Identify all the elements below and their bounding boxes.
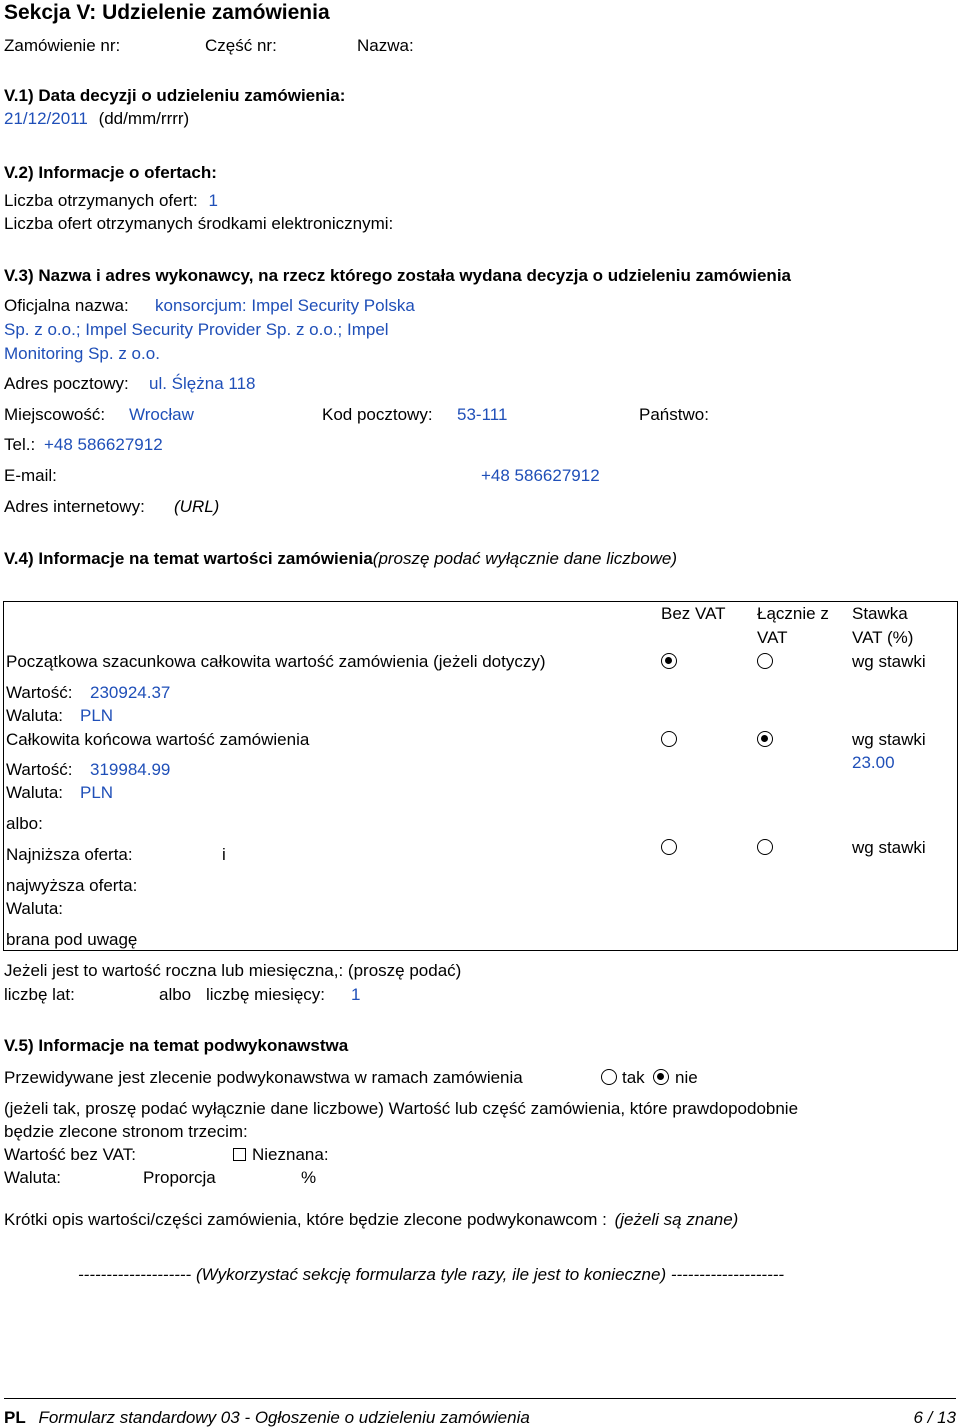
- footer-page-number: 6 / 13: [913, 1408, 956, 1427]
- footer-form-name: Formularz standardowy 03 - Ogłoszenie o udzieleniu zamówienia: [38, 1408, 530, 1427]
- official-name-label: Oficjalna nazwa:: [4, 296, 129, 315]
- official-name-line3: Monitoring Sp. z o.o.: [4, 344, 160, 363]
- subcontracting-question: Przewidywane jest zlecenie podwykonawstwa w ramach zamówienia: [4, 1068, 523, 1087]
- name-label: Nazwa:: [357, 36, 414, 55]
- or-label: albo:: [6, 814, 43, 833]
- postal-code-value: 53-111: [457, 405, 508, 424]
- range-rate: wg stawki: [852, 838, 926, 857]
- initial-amount-value: 230924.37: [90, 683, 171, 702]
- subcontract-currency-label: Waluta:: [4, 1168, 62, 1187]
- v4-title: V.4) Informacje na temat wartości zamówienia: [4, 549, 373, 568]
- postal-address-value: ul. Ślężna 118: [149, 374, 256, 393]
- or-short-label: albo: [159, 985, 192, 1004]
- offers-electronic-label: Liczba ofert otrzymanych środkami elektronicznymi:: [4, 214, 394, 233]
- official-name-line2: Sp. z o.o.; Impel Security Provider Sp. z o.o.; Impel: [4, 320, 389, 339]
- country-label: Państwo:: [639, 405, 709, 424]
- net-value-label: Wartość bez VAT:: [4, 1145, 136, 1164]
- months-value: 1: [351, 985, 361, 1004]
- unknown-checkbox[interactable]: [233, 1148, 246, 1161]
- initial-value-label: Początkowa szacunkowa całkowita wartość zamówienia (jeżeli dotyczy): [6, 652, 546, 671]
- postal-address-label: Adres pocztowy:: [4, 374, 129, 393]
- subcontract-description-label: Krótki opis wartości/części zamówienia, które będzie zlecone podwykonawcom :: [4, 1210, 607, 1229]
- range-gross-radio[interactable]: [757, 839, 773, 855]
- initial-rate: wg stawki: [852, 652, 926, 671]
- final-amount-value: 319984.99: [90, 760, 171, 779]
- subcontracting-yes-radio[interactable]: [601, 1069, 617, 1085]
- initial-currency-value: PLN: [80, 706, 114, 725]
- initial-amount-label: Wartość:: [6, 683, 73, 702]
- v1-title: V.1) Data decyzji o udzieleniu zamówienia:: [4, 86, 346, 105]
- final-currency-label: Waluta:: [6, 783, 64, 802]
- fax-value: +48 586627912: [481, 466, 600, 485]
- unknown-label: Nieznana:: [252, 1145, 329, 1164]
- v1-date-row: [4, 110, 189, 127]
- final-value-label: Całkowita końcowa wartość zamówienia: [6, 730, 310, 749]
- col-gross-header-2: VAT: [757, 628, 788, 647]
- months-label: liczbę miesięcy:: [206, 985, 326, 1004]
- proportion-label: Proporcja: [143, 1168, 216, 1187]
- official-name-line1: konsorcjum: Impel Security Polska: [155, 296, 415, 315]
- subcontracting-yes-label: tak: [622, 1068, 645, 1087]
- v5-title: V.5) Informacje na temat podwykonawstwa: [4, 1036, 349, 1055]
- offers-received-row: [4, 192, 218, 209]
- subcontracting-no-radio[interactable]: [653, 1069, 669, 1085]
- initial-net-radio[interactable]: [661, 653, 677, 669]
- col-rate-header-1: Stawka: [852, 604, 908, 623]
- v4-title-hint: (proszę podać wyłącznie dane liczbowe): [372, 549, 678, 568]
- initial-currency-label: Waluta:: [6, 706, 64, 725]
- final-rate: wg stawki: [852, 730, 926, 749]
- footer-left: [4, 1409, 530, 1426]
- range-currency-label: Waluta:: [6, 899, 64, 918]
- highest-offer-label: najwyższa oferta:: [6, 876, 138, 895]
- offers-received-label: Liczba otrzymanych ofert:: [4, 191, 198, 210]
- decision-date: 21/12/2011: [4, 109, 88, 128]
- years-label: liczbę lat:: [4, 985, 75, 1004]
- final-currency-value: PLN: [80, 783, 114, 802]
- annual-value-note: Jeżeli jest to wartość roczna lub miesięczna,: (proszę podać): [4, 961, 462, 980]
- col-rate-header-2: VAT (%): [852, 628, 914, 647]
- final-amount-label: Wartość:: [6, 760, 73, 779]
- col-gross-header-1: Łącznie z: [757, 604, 829, 623]
- v3-title: V.3) Nazwa i adres wykonawcy, na rzecz którego została wydana decyzja o udzieleniu zamówienia: [4, 266, 791, 285]
- and-label: i: [222, 845, 226, 864]
- initial-gross-radio[interactable]: [757, 653, 773, 669]
- repeat-section-note: -------------------- (Wykorzystać sekcję formularza tyle razy, ile jest to konieczne) --------------------: [78, 1265, 785, 1284]
- subcontract-description-hint: (jeżeli są znane): [614, 1210, 739, 1229]
- website-url-hint: (URL): [174, 497, 220, 516]
- website-label: Adres internetowy:: [4, 497, 145, 516]
- col-net-header: Bez VAT: [661, 604, 726, 623]
- final-net-radio[interactable]: [661, 731, 677, 747]
- date-format-hint: (dd/mm/rrrr): [98, 109, 190, 128]
- subcontracting-note-line2: będzie zlecone stronom trzecim:: [4, 1122, 248, 1141]
- email-label: E-mail:: [4, 466, 57, 485]
- subcontracting-note-line1: (jeżeli tak, proszę podać wyłącznie dane liczbowe) Wartość lub część zamówienia, które prawdopodobnie: [4, 1099, 799, 1118]
- v2-title: V.2) Informacje o ofertach:: [4, 163, 217, 182]
- v4-title-row: [4, 550, 677, 567]
- lowest-offer-label: Najniższa oferta:: [6, 845, 133, 864]
- percent-sign: %: [301, 1168, 317, 1187]
- tel-label: Tel.:: [4, 435, 36, 454]
- tel-value: +48 586627912: [44, 435, 163, 454]
- subcontract-description-row: [4, 1211, 738, 1228]
- footer-divider: [4, 1398, 956, 1399]
- offers-received-value: 1: [208, 191, 218, 210]
- part-number-label: Część nr:: [205, 36, 277, 55]
- range-net-radio[interactable]: [661, 839, 677, 855]
- section-title: Sekcja V: Udzielenie zamówienia: [4, 1, 330, 24]
- city-value: Wrocław: [129, 405, 194, 424]
- final-gross-radio[interactable]: [757, 731, 773, 747]
- subcontracting-no-label: nie: [675, 1068, 698, 1087]
- footer-lang: PL: [4, 1408, 26, 1427]
- city-label: Miejscowość:: [4, 405, 106, 424]
- order-number-label: Zamówienie nr:: [4, 36, 121, 55]
- postal-code-label: Kod pocztowy:: [322, 405, 433, 424]
- considered-label: brana pod uwagę: [6, 930, 138, 949]
- final-rate-value: 23.00: [852, 753, 895, 772]
